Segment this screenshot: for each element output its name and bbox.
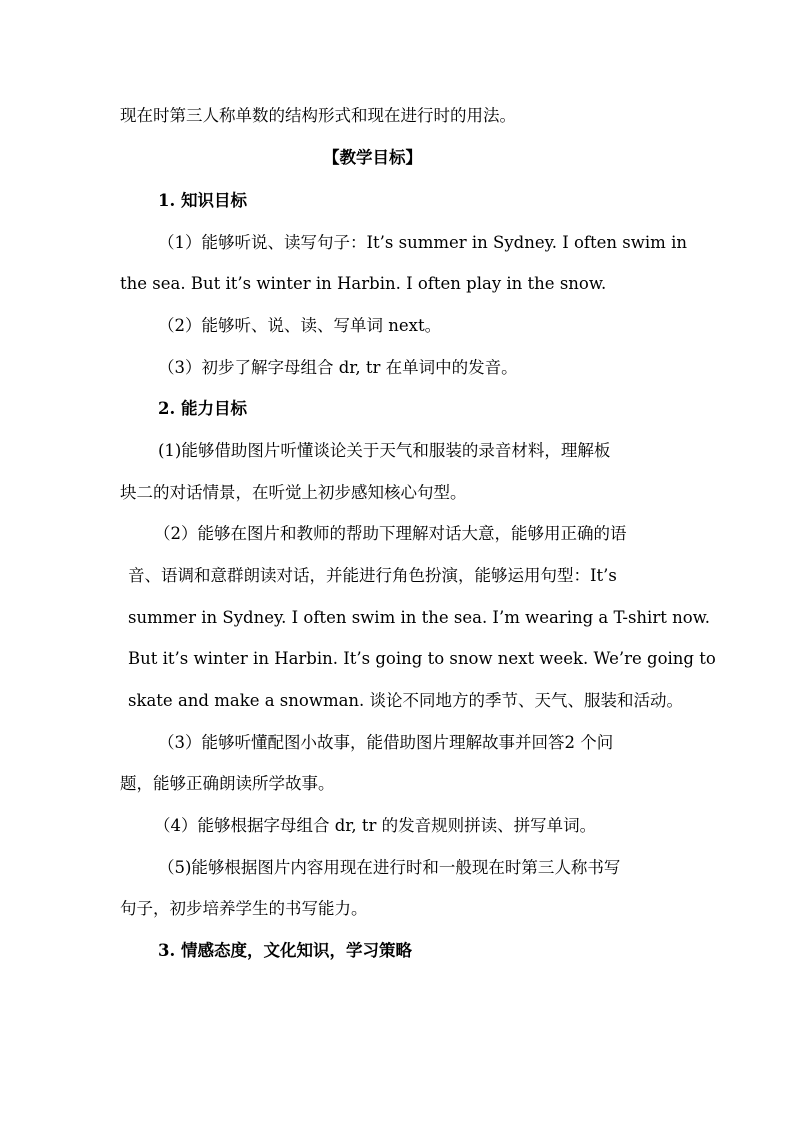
- paragraph-line: （1）能够听说、读写句子：It’s summer in Sydney. I often swim in: [158, 233, 687, 252]
- paragraph-line: （3）初步了解字母组合 dr, tr 在单词中的发音。: [158, 358, 518, 377]
- paragraph-line: 题，能够正确朗读所学故事。: [120, 774, 335, 793]
- paragraph-line: （4）能够根据字母组合 dr, tr 的发音规则拼读、拼写单词。: [154, 816, 597, 835]
- paragraph-line: （2）能够听、说、读、写单词 next。: [158, 316, 442, 335]
- paragraph-line: (1)能够借助图片听懂谈论关于天气和服装的录音材料，理解板: [158, 441, 611, 460]
- paragraph-line: （2）能够在图片和教师的帮助下理解对话大意，能够用正确的语: [154, 524, 627, 543]
- subheading-ability-objectives: 2. 能力目标: [158, 399, 247, 418]
- subheading-emotional-attitude: 3. 情感态度，文化知识，学习策略: [158, 941, 412, 960]
- section-heading-teaching-objectives: 【教学目标】: [323, 148, 422, 167]
- paragraph-line: （5)能够根据图片内容用现在进行时和一般现在时第三人称书写: [158, 858, 621, 877]
- subheading-knowledge-objectives: 1. 知识目标: [158, 191, 247, 210]
- paragraph-line: 块二的对话情景，在听觉上初步感知核心句型。: [120, 483, 467, 502]
- paragraph-line: the sea. But it’s winter in Harbin. I often play in the snow.: [120, 274, 607, 293]
- paragraph-line: But it’s winter in Harbin. It’s going to snow next week. We’re going to: [128, 649, 716, 668]
- paragraph-line: （3）能够听懂配图小故事，能借助图片理解故事并回答2 个问: [158, 733, 614, 752]
- paragraph-line: summer in Sydney. I often swim in the sea. I’m wearing a T-shirt now.: [128, 608, 711, 627]
- intro-text-line: 现在时第三人称单数的结构形式和现在进行时的用法。: [120, 106, 516, 125]
- paragraph-line: 句子，初步培养学生的书写能力。: [120, 899, 368, 918]
- paragraph-line: skate and make a snowman. 谈论不同地方的季节、天气、服装和活动。: [128, 691, 684, 710]
- paragraph-line: 音、语调和意群朗读对话，并能进行角色扮演，能够运用句型：It’s: [128, 566, 617, 585]
